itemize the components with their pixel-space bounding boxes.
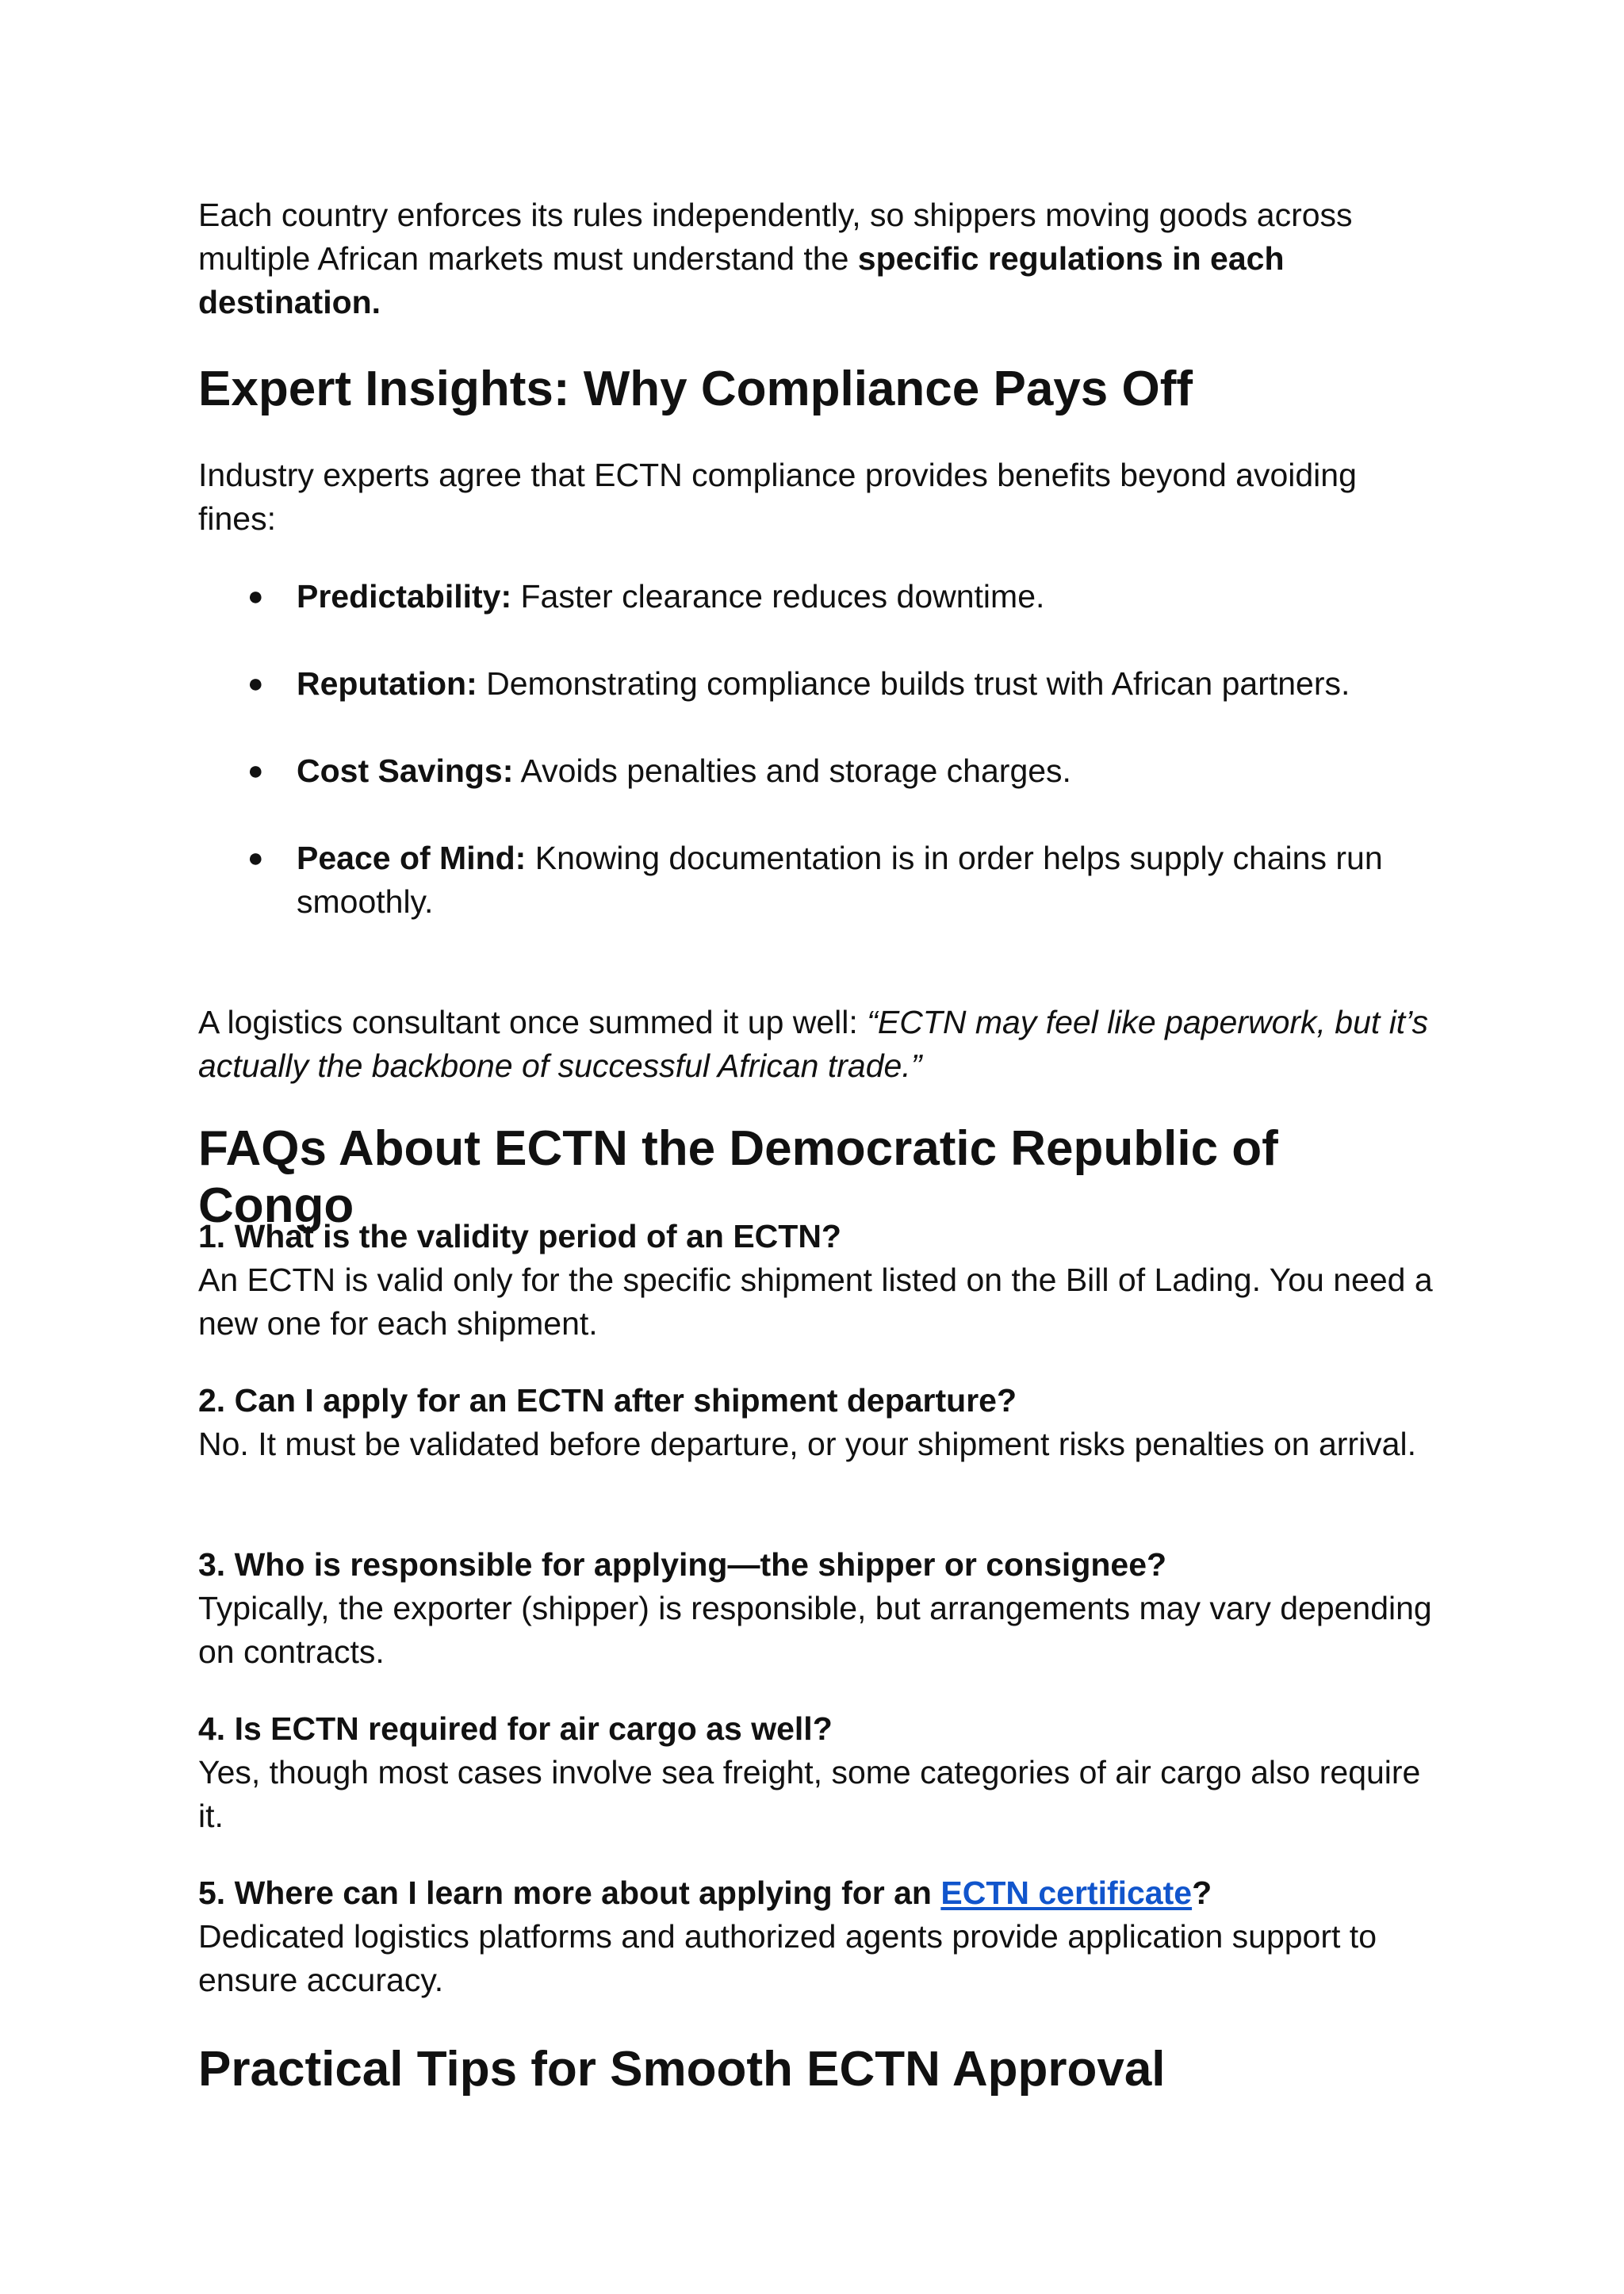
bullet-label: Predictability: [297,578,512,615]
bullet-item-cost-savings [297,749,1438,793]
bullet-item-predictability [297,575,1438,618]
quote-paragraph [198,1001,1435,1088]
bullet-glyph: ● [247,581,264,611]
intro-text: Each country enforces its rules independently, so shippers moving goods across multiple African markets must understand the [198,197,1353,277]
faq-question-suffix: ? [1192,1875,1212,1911]
faq-question: 1. What is the validity period of an ECTN? [198,1218,841,1254]
section-heading-expert-insights: Expert Insights: Why Compliance Pays Off [198,362,1193,416]
section-heading-practical-tips: Practical Tips for Smooth ECTN Approval [198,2042,1166,2097]
faq-answer: An ECTN is valid only for the specific shipment listed on the Bill of Lading. You need a new one for each shipment. [198,1262,1433,1342]
bullet-glyph: ● [247,756,264,786]
faq-answer: Dedicated logistics platforms and authorized agents provide application support to ensure accuracy. [198,1918,1377,1998]
bullet-text: Faster clearance reduces downtime. [511,578,1045,615]
ectn-certificate-link[interactable]: ECTN certificate [940,1875,1193,1911]
quote-text: “ECTN may feel like paperwork, but it’s actually the backbone of successful African trade.” [198,1004,1429,1084]
expert-insights-lead: Industry experts agree that ECTN compliance provides benefits beyond avoiding fines: [198,457,1357,537]
faq-item-5 [198,1871,1435,2002]
faq-question: 2. Can I apply for an ECTN after shipment departure? [198,1382,1017,1419]
faq-item-4 [198,1707,1435,1838]
bullet-label: Cost Savings: [297,753,514,789]
bullet-text: Avoids penalties and storage charges. [513,753,1071,789]
section-heading-faqs: FAQs About ECTN the Democratic Republic of Congo [198,1121,1278,1233]
faq-question: 4. Is ECTN required for air cargo as well? [198,1710,833,1747]
faq-question-prefix: 5. Where can I learn more about applying for an [198,1875,941,1911]
faq-item-2 [198,1379,1435,1466]
bullet-text: Demonstrating compliance builds trust with African partners. [477,665,1350,702]
bullet-glyph: ● [247,843,264,873]
faq-answer: No. It must be validated before departure, or your shipment risks penalties on arrival. [198,1426,1416,1462]
intro-bold-text: specific regulations in each destination. [198,240,1285,320]
faq-answer: Yes, though most cases involve sea freight, some categories of air cargo also require it. [198,1754,1421,1834]
faq-item-1 [198,1215,1435,1346]
quote-intro: A logistics consultant once summed it up well: [198,1004,868,1040]
faq-answer: Typically, the exporter (shipper) is responsible, but arrangements may vary depending on contracts. [198,1590,1432,1670]
bullet-label: Reputation: [297,665,477,702]
bullet-label: Peace of Mind: [297,840,527,876]
bullet-text: Knowing documentation is in order helps supply chains run smoothly. [297,840,1383,920]
bullet-item-peace-of-mind [297,837,1438,924]
intro-paragraph [198,193,1435,324]
faq-question: 3. Who is responsible for applying—the shipper or consignee? [198,1546,1167,1583]
bullet-glyph: ● [247,668,264,699]
faq-item-3 [198,1543,1435,1674]
faq-question [198,1871,1435,1915]
bullet-item-reputation [297,662,1438,706]
